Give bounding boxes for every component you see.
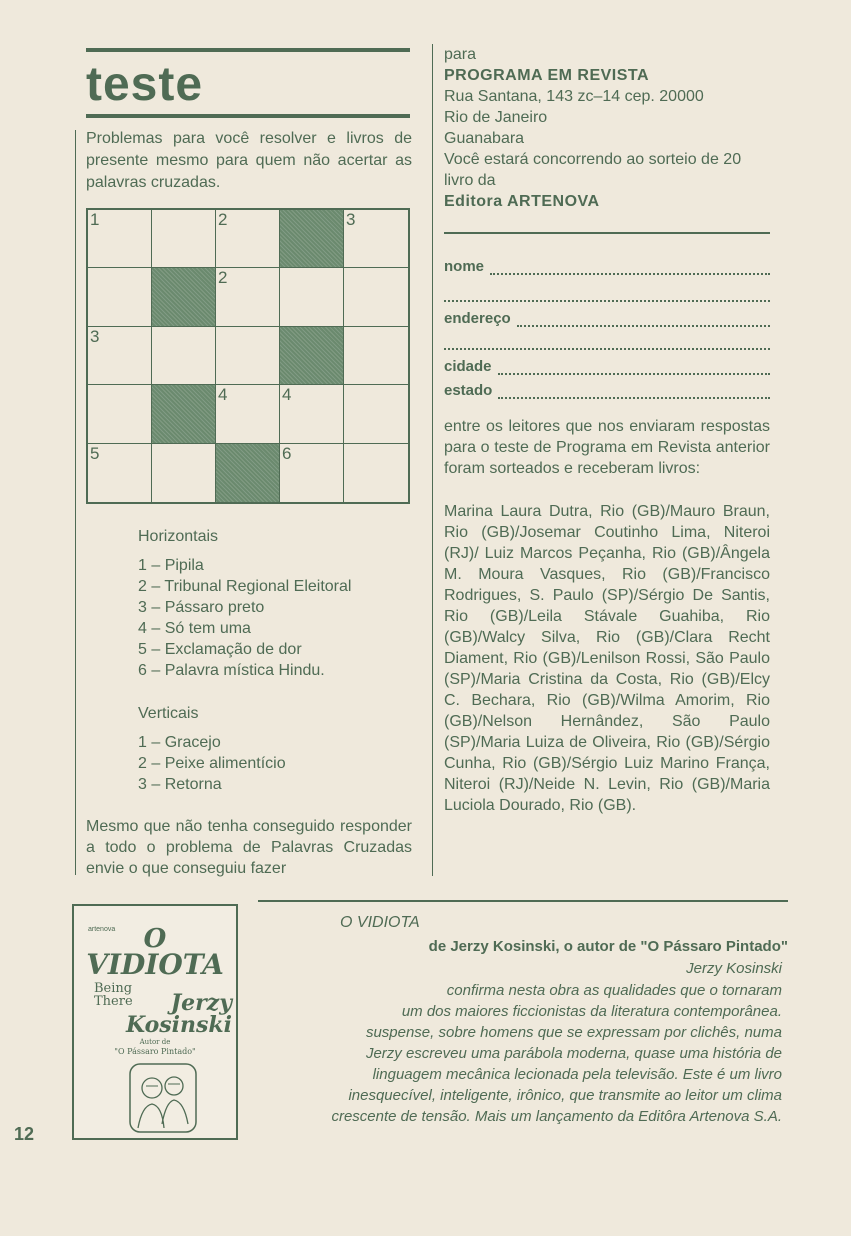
clue-item: 5 – Exclamação de dor <box>138 641 302 658</box>
review-line: linguagem mecânica lecionada pela televisão. Este é um livro <box>372 1066 782 1083</box>
crossword-black-cell <box>216 444 280 502</box>
crossword-number: 3 <box>346 210 356 229</box>
crossword-black-cell <box>280 327 344 385</box>
clue-item: 6 – Palavra mística Hindu. <box>138 662 325 679</box>
book-cover-image <box>72 904 238 1140</box>
endereco-dots <box>517 315 770 327</box>
crossword-cell[interactable] <box>280 268 344 326</box>
crossword-cell[interactable] <box>280 385 344 443</box>
crossword-number: 1 <box>90 210 100 229</box>
horizontal-heading: Horizontais <box>138 528 219 545</box>
cidade-dots <box>498 363 770 375</box>
review-author-line: Jerzy Kosinski <box>686 960 782 977</box>
clue-item: 3 – Pássaro preto <box>138 599 265 616</box>
crossword-black-cell <box>280 210 344 268</box>
crossword-number: 4 <box>218 385 228 405</box>
winners-intro: entre os leitores que nos enviaram respostas para o teste de Programa em Revista anterior foram sorteados e receberam livros: <box>444 418 770 477</box>
review-title: O VIDIOTA <box>340 914 420 931</box>
contest-text: Você estará concorrendo ao sorteio de 20 livro da <box>444 151 742 189</box>
crossword-cell[interactable] <box>216 268 280 326</box>
crossword-cell[interactable] <box>344 444 408 502</box>
crossword-cell[interactable] <box>280 444 344 502</box>
endereco-field[interactable] <box>444 310 770 327</box>
cover-illustration-icon <box>128 1062 198 1134</box>
review-line: um dos maiores ficcionistas da literatura contemporânea. <box>401 1003 782 1020</box>
crossword-cell[interactable] <box>216 210 280 268</box>
crossword-cell[interactable] <box>216 327 280 385</box>
nome-label: nome <box>444 258 485 275</box>
review-line: suspense, sobre homens que se expressam por clichês, numa <box>365 1024 782 1041</box>
crossword-number: 3 <box>90 326 100 346</box>
cover-author: Jerzy Kosinski <box>125 990 232 1038</box>
crossword-cell[interactable] <box>88 327 152 385</box>
crossword-cell[interactable] <box>152 210 216 268</box>
review-subtitle: de Jerzy Kosinski, o autor de "O Pássaro Pintado" <box>428 938 788 955</box>
address-city: Rio de Janeiro <box>444 109 548 126</box>
cover-title-o: O <box>143 924 167 954</box>
crossword-number: 2 <box>218 268 228 288</box>
crossword-cell[interactable] <box>152 444 216 502</box>
address-para: para <box>444 46 477 63</box>
crossword-grid <box>86 208 410 504</box>
address-block <box>444 44 770 212</box>
clue-item: 1 – Pipila <box>138 557 204 574</box>
crossword-cell[interactable] <box>344 210 408 268</box>
review-body <box>258 980 782 1127</box>
nome-dots <box>490 263 770 275</box>
intro-text: Problemas para você resolver e livros de presente mesmo para quem não acertar as palavras cruzadas. <box>86 130 412 191</box>
nome-continuation-line[interactable] <box>444 288 770 302</box>
crossword-cell[interactable] <box>88 385 152 443</box>
bottom-section-rule <box>258 900 788 902</box>
clue-item: 3 – Retorna <box>138 776 222 793</box>
endereco-label: endereço <box>444 310 511 327</box>
clue-item: 1 – Gracejo <box>138 734 221 751</box>
vertical-clues <box>138 732 286 795</box>
review-line: confirma nesta obra as qualidades que o tornaram <box>446 982 782 999</box>
crossword-cell[interactable] <box>344 327 408 385</box>
crossword-number: 5 <box>90 443 100 463</box>
crossword-black-cell <box>152 268 216 326</box>
center-column-divider <box>432 44 433 876</box>
cover-being-there: Being There <box>94 981 133 1009</box>
crossword-cell[interactable] <box>88 268 152 326</box>
crossword-number: 6 <box>282 443 292 463</box>
section-title: teste <box>86 58 204 111</box>
review-line: Jerzy escreveu uma parábola moderna, quase uma história de <box>365 1045 782 1062</box>
review-line: inesquecível, inteligente, irônico, que transmite ao leitor um clima <box>348 1087 782 1104</box>
page-number: 12 <box>14 1124 35 1144</box>
estado-dots <box>498 387 770 399</box>
estado-label: estado <box>444 382 493 399</box>
address-street: Rua Santana, 143 zc–14 cep. 20000 <box>444 88 704 105</box>
crossword-black-cell <box>152 385 216 443</box>
cover-author-note-2: "O Pássaro Pintado" <box>114 1047 196 1056</box>
review-line: crescente de tensão. Mais um lançamento da Editôra Artenova S.A. <box>331 1108 782 1125</box>
cidade-field[interactable] <box>444 358 770 375</box>
crossword-cell[interactable] <box>344 385 408 443</box>
horizontal-clues <box>138 555 351 681</box>
crossword-number: 2 <box>218 210 228 229</box>
vertical-heading: Verticais <box>138 705 199 722</box>
crossword-cell[interactable] <box>216 385 280 443</box>
estado-field[interactable] <box>444 382 770 399</box>
clue-item: 4 – Só tem uma <box>138 620 251 637</box>
continuation-dots <box>444 338 770 350</box>
winners-list: Marina Laura Dutra, Rio (GB)/Mauro Braun, Rio (GB)/Josemar Coutinho Lima, Niteroi (RJ)/ Luiz Marcos Peçanha, Rio (GB)/Ângela M. Moura Vasques, Rio (GB)/Francisco Rodrigues, S. Paulo (SP)/Sérgio De Santis, Rio (GB)/Leila Stávale Guahiba, Rio (GB)/Walcy Silva, Rio (GB)/Clara Recht Diament, Rio (GB)/Lenilson Rossi, São Paulo (SP)/Maria Cristina da Costa, Rio (GB)/Elcy C. Bechara, Rio (GB)/Wilma Amorim, Rio (GB)/Nelson Hernândez, São Paulo (SP)/Maria Luiza de Oliveira, Rio (GB)/Sérgio Cunha, Rio (GB)/Sérgio Luiz Marino França, Niteroi (RJ)/Neide N. Levin, Rio (GB)/Maria Luciola Dourado, Rio (GB). <box>444 503 770 814</box>
crossword-number: 4 <box>282 385 292 405</box>
nome-field[interactable] <box>444 258 770 275</box>
crossword-cell[interactable] <box>88 210 152 268</box>
form-top-rule <box>444 232 770 234</box>
title-top-rule <box>86 48 410 52</box>
clue-item: 2 – Tribunal Regional Eleitoral <box>138 578 352 595</box>
address-state: Guanabara <box>444 130 525 147</box>
cover-publisher: artenova <box>88 926 116 933</box>
address-org: PROGRAMA EM REVISTA <box>444 67 650 84</box>
left-column-divider <box>75 130 76 875</box>
title-bottom-rule <box>86 114 410 118</box>
closing-text: Mesmo que não tenha conseguido responder a todo o problema de Palavras Cruzadas envie o que conseguiu fazer <box>86 818 412 877</box>
continuation-dots <box>444 290 770 302</box>
cidade-label: cidade <box>444 358 492 375</box>
publisher-name: Editora ARTENOVA <box>444 193 600 210</box>
endereco-continuation-line[interactable] <box>444 336 770 350</box>
cover-author-note-1: Autor de <box>139 1038 171 1046</box>
cover-title: VIDIOTA <box>86 948 224 981</box>
crossword-cell[interactable] <box>152 327 216 385</box>
crossword-cell[interactable] <box>344 268 408 326</box>
clue-item: 2 – Peixe alimentício <box>138 755 286 772</box>
crossword-cell[interactable] <box>88 444 152 502</box>
